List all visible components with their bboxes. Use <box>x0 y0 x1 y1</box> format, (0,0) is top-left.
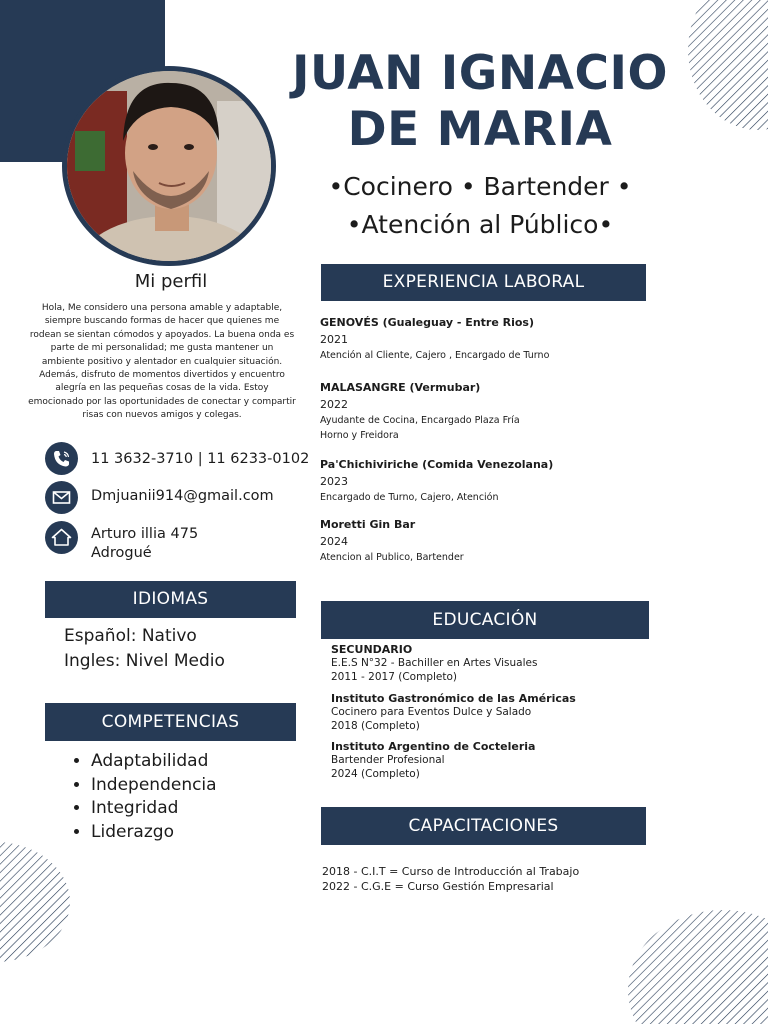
education-entry <box>331 643 631 684</box>
address-text <box>91 525 198 563</box>
job-year: 2024 <box>320 535 348 548</box>
skill-item: • Adaptabilidad <box>91 750 217 774</box>
experience-header: EXPERIENCIA LABORAL <box>321 264 646 301</box>
home-icon <box>45 521 78 554</box>
education-entry <box>331 692 631 733</box>
languages-header: IDIOMAS <box>45 581 296 618</box>
education-period: 2011 - 2017 (Completo) <box>331 670 458 683</box>
education-period: 2018 (Completo) <box>331 719 420 732</box>
job-description: Encargado de Turno, Cajero, Atención <box>320 492 499 503</box>
tagline-line-2: •Atención al Público• <box>346 210 614 239</box>
job-entry <box>320 315 620 363</box>
job-name: MALASANGRE (Vermubar) <box>320 381 481 394</box>
hatched-circle-bottom-left <box>0 842 70 962</box>
job-entry <box>320 380 620 443</box>
education-detail: E.E.S N°32 - Bachiller en Artes Visuales <box>331 657 538 669</box>
skills-list <box>71 750 217 844</box>
language-item: Español: Nativo <box>64 626 197 646</box>
profile-text: Hola, Me considero una persona amable y adaptable, siempre buscando formas de hacer que quienes me rodean se sientan cómodos y apoyados. La buena onda es parte de mi personalidad; me gusta mantener un ambiente positivo y alentador en cualquier situación. Además, disfruto de momentos divertidos y encuentro alegría en las pequeñas cosas de la vida. Estoy emocionado por las oportunidades de conectar y compartir risas con nuevos amigos y colegas. <box>28 303 296 421</box>
email-text: Dmjuanii914@gmail.com <box>91 488 274 504</box>
job-year: 2023 <box>320 475 348 488</box>
job-description: Ayudante de Cocina, Encargado Plaza Fría <box>320 415 520 426</box>
training-item: 2018 - C.I.T = Curso de Introducción al Trabajo <box>322 865 580 878</box>
job-name: GENOVÉS (Gualeguay - Entre Rios) <box>320 316 535 329</box>
skill-item: • Independencia <box>91 774 217 798</box>
education-header: EDUCACIÓN <box>321 601 649 639</box>
skill-item: • Liderazgo <box>91 821 217 845</box>
profile-photo <box>62 66 276 266</box>
education-detail: Cocinero para Eventos Dulce y Salado <box>331 706 532 718</box>
job-year: 2022 <box>320 398 348 411</box>
job-entry <box>320 517 620 565</box>
training-header: CAPACITACIONES <box>321 807 646 845</box>
job-entry <box>320 457 620 505</box>
name-line-2: DE MARIA <box>347 102 613 157</box>
job-description: Atención al Cliente, Cajero , Encargado de Turno <box>320 350 550 361</box>
education-period: 2024 (Completo) <box>331 767 420 780</box>
education-detail: Bartender Profesional <box>331 754 445 766</box>
address-line-2: Adrogué <box>91 545 152 561</box>
education-entry <box>331 740 631 781</box>
education-name: Instituto Gastronómico de las Américas <box>331 692 576 705</box>
job-name: Pa'Chichiviriche (Comida Venezolana) <box>320 458 554 471</box>
profile-title: Mi perfil <box>134 271 208 292</box>
language-item: Ingles: Nivel Medio <box>64 651 225 671</box>
job-name: Moretti Gin Bar <box>320 518 416 531</box>
tagline <box>295 168 665 244</box>
mail-icon <box>45 481 78 514</box>
phone-text: 11 3632-3710 | 11 6233-0102 <box>91 451 310 467</box>
training-item: 2022 - C.G.E = Curso Gestión Empresarial <box>322 880 554 893</box>
hatched-circle-bottom-right <box>628 910 768 1024</box>
phone-icon <box>45 442 78 475</box>
address-line-1: Arturo illia 475 <box>91 526 199 542</box>
job-description: Atencion al Publico, Bartender <box>320 552 464 563</box>
name-line-1: JUAN IGNACIO <box>292 46 668 101</box>
skills-header: COMPETENCIAS <box>45 703 296 741</box>
education-name: SECUNDARIO <box>331 643 413 656</box>
job-description-2: Horno y Freidora <box>320 430 399 441</box>
full-name <box>255 46 705 158</box>
education-name: Instituto Argentino de Cocteleria <box>331 740 536 753</box>
skill-item: • Integridad <box>91 797 217 821</box>
job-year: 2021 <box>320 333 348 346</box>
tagline-line-1: •Cocinero • Bartender • <box>328 172 632 201</box>
